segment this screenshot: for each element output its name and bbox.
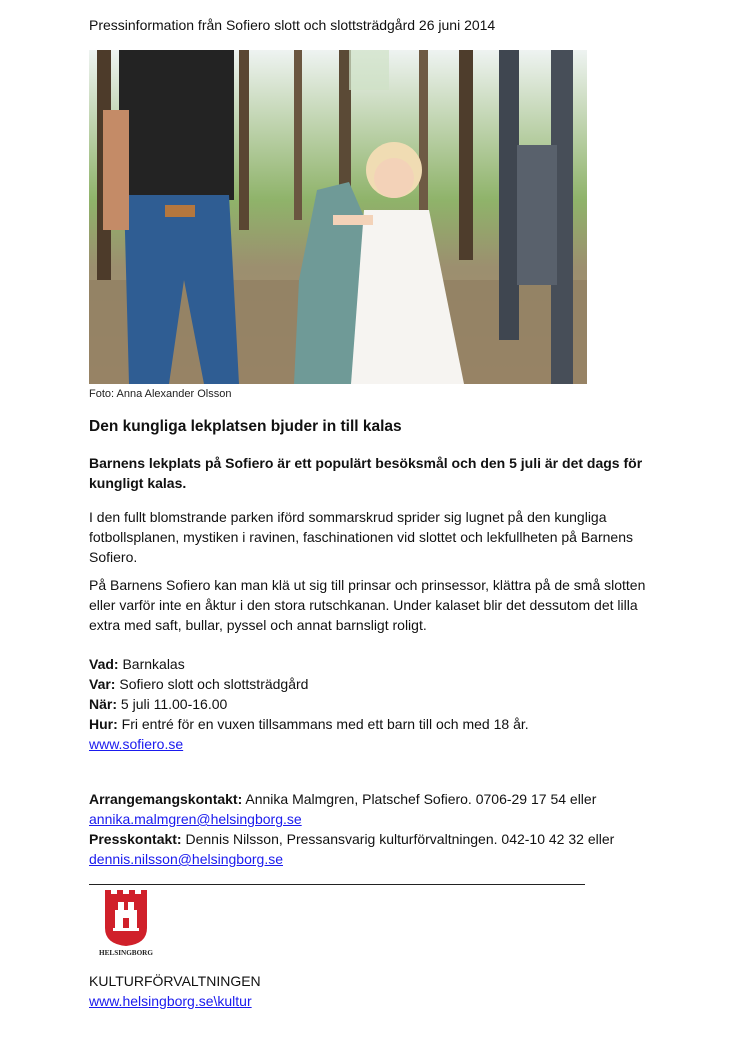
article-headline: Den kungliga lekplatsen bjuder in till kalas [89,418,402,435]
organizer-email-link[interactable]: annika.malmgren@helsingborg.se [89,811,302,827]
fact-where-label: Var: [89,676,116,692]
fact-when [89,694,649,714]
article-paragraph-2: På Barnens Sofiero kan man klä ut sig till prinsar och prinsessor, klättra på de små slotten eller varför inte en åktur i den stora rutschkanan. Under kalaset blir det dessutom det lilla extra med saft, bullar, pyssel och annat barnsligt roligt. [89,577,646,633]
organizer-details: Annika Malmgren, Platschef Sofiero. 0706-29 17 54 eller [242,791,597,807]
logo-text: HELSINGBORG [99,949,153,957]
organizer-contact [89,789,669,809]
fact-where-value: Sofiero slott och slottsträdgård [115,676,309,692]
press-label: Presskontakt: [89,831,182,847]
fact-how-label: Hur: [89,716,118,732]
press-details: Dennis Nilsson, Pressansvarig kulturförvaltningen. 042-10 42 32 eller [181,831,615,847]
fact-when-label: När: [89,696,118,712]
fact-what [89,654,649,674]
fact-what-value: Barnkalas [118,656,185,672]
article-paragraph-1: I den fullt blomstrande parken iförd sommarskrud sprider sig lugnet på den kungliga fotbollsplanen, mystiken i ravinen, faschinationen vid slottet och lekfullheten på Barnens Sofiero. [89,509,633,565]
fact-what-label: Vad: [89,656,119,672]
press-email-link[interactable]: dennis.nilsson@helsingborg.se [89,851,283,867]
photo-credit: Foto: Anna Alexander Olsson [89,388,232,400]
helsingborg-logo [97,888,155,958]
fact-where [89,674,649,694]
event-facts [89,654,649,754]
department-name: KULTURFÖRVALTNINGEN [89,973,261,989]
fact-how-value: Fri entré för en vuxen tillsammans med ett barn till och med 18 år. [117,716,529,732]
fact-how [89,714,649,734]
contact-section [89,789,669,869]
press-contact [89,829,669,849]
press-header: Pressinformation från Sofiero slott och slottsträdgård 26 juni 2014 [89,17,496,33]
press-photo [89,50,587,384]
organizer-label: Arrangemangskontakt: [89,791,243,807]
divider-line [89,884,585,885]
website-link[interactable]: www.sofiero.se [89,736,184,752]
fact-when-value: 5 juli 11.00-16.00 [117,696,228,712]
department-link[interactable]: www.helsingborg.se\kultur [89,993,252,1009]
article-lead: Barnens lekplats på Sofiero är ett populärt besöksmål och den 5 juli är det dags för kungligt kalas. [89,455,643,491]
